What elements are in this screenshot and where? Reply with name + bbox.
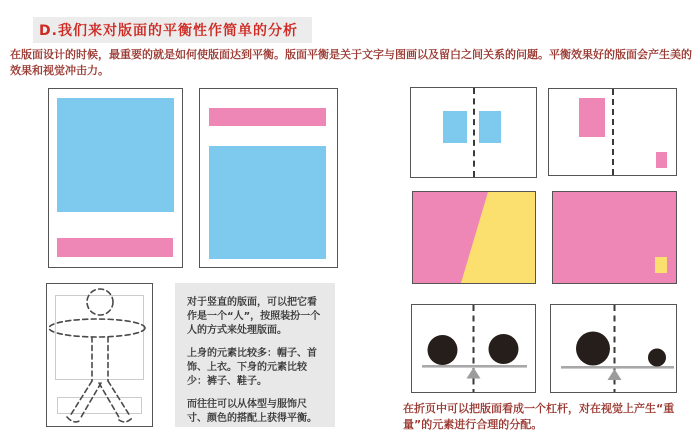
weight-circle-large [576, 332, 610, 366]
image-block-blue [209, 146, 326, 259]
blue-block-left [443, 111, 467, 143]
weight-circle-left [428, 335, 458, 365]
right-foot-arc [119, 417, 133, 422]
section-title: D.我们来对版面的平衡性作简单的分析 [39, 23, 298, 39]
person-metaphor-page [46, 283, 153, 427]
fulcrum-triangle [467, 368, 481, 379]
yellow-diagonal-wedge [413, 192, 535, 283]
image-block-blue [57, 98, 174, 212]
center-fold-dashline [612, 89, 614, 175]
weight-circle-small [648, 349, 666, 367]
text-bar-pink [57, 238, 173, 257]
left-leg-inner [80, 383, 101, 419]
section-title-band [33, 17, 312, 43]
fulcrum-triangle [608, 369, 622, 380]
person-note-box [175, 283, 335, 427]
seesaw-equal-weights [411, 304, 536, 393]
layout-page-blue-top [48, 88, 183, 268]
yellow-accent-block [655, 257, 667, 273]
lever-bar [422, 365, 527, 368]
lever-caption: 在折页中可以把版面看成一个杠杆，对在视觉上产生“重量”的元素进行合理的分配。 [403, 402, 675, 431]
layout-page-pink-top [199, 88, 338, 268]
pink-block-large [579, 98, 605, 137]
note-paragraph-2: 上身的元素比较多：帽子、首饰、上衣。下身的元素比较少：裤子、鞋子。 [187, 348, 317, 387]
arms-ellipse [49, 319, 145, 337]
pink-block-small [656, 152, 667, 168]
center-fold-dashline [473, 88, 475, 177]
left-foot-arc [67, 417, 81, 422]
spread-asymmetric-pink [548, 88, 677, 176]
note-paragraph-3: 而往往可以从体型与服饰尺寸、颜色的搭配上获得平衡。 [187, 399, 317, 424]
seesaw-unequal-weights [550, 304, 677, 393]
left-leg-outer [70, 381, 92, 416]
right-leg-outer [108, 381, 130, 416]
spread-diagonal-wedge [412, 191, 536, 284]
note-paragraph-1: 对于竖直的版面，可以把它看作是一个“人”，按照装扮一个人的方式来处理版面。 [187, 297, 321, 336]
head-circle [87, 289, 113, 315]
spread-small-accent [552, 191, 677, 284]
blue-block-right [479, 111, 501, 143]
text-bar-pink [209, 108, 326, 126]
weight-circle-right [489, 334, 519, 364]
right-leg-inner [99, 383, 120, 419]
dashed-person-figure [47, 284, 152, 426]
intro-paragraph: 在版面设计的时候，最重要的就是如何使版面达到平衡。版面平衡是关于文字与图画以及留白之间关系的问题。平衡效果好的版面会产生美的效果和视觉冲击力。 [10, 48, 692, 77]
spread-symmetric-blue [410, 87, 537, 178]
